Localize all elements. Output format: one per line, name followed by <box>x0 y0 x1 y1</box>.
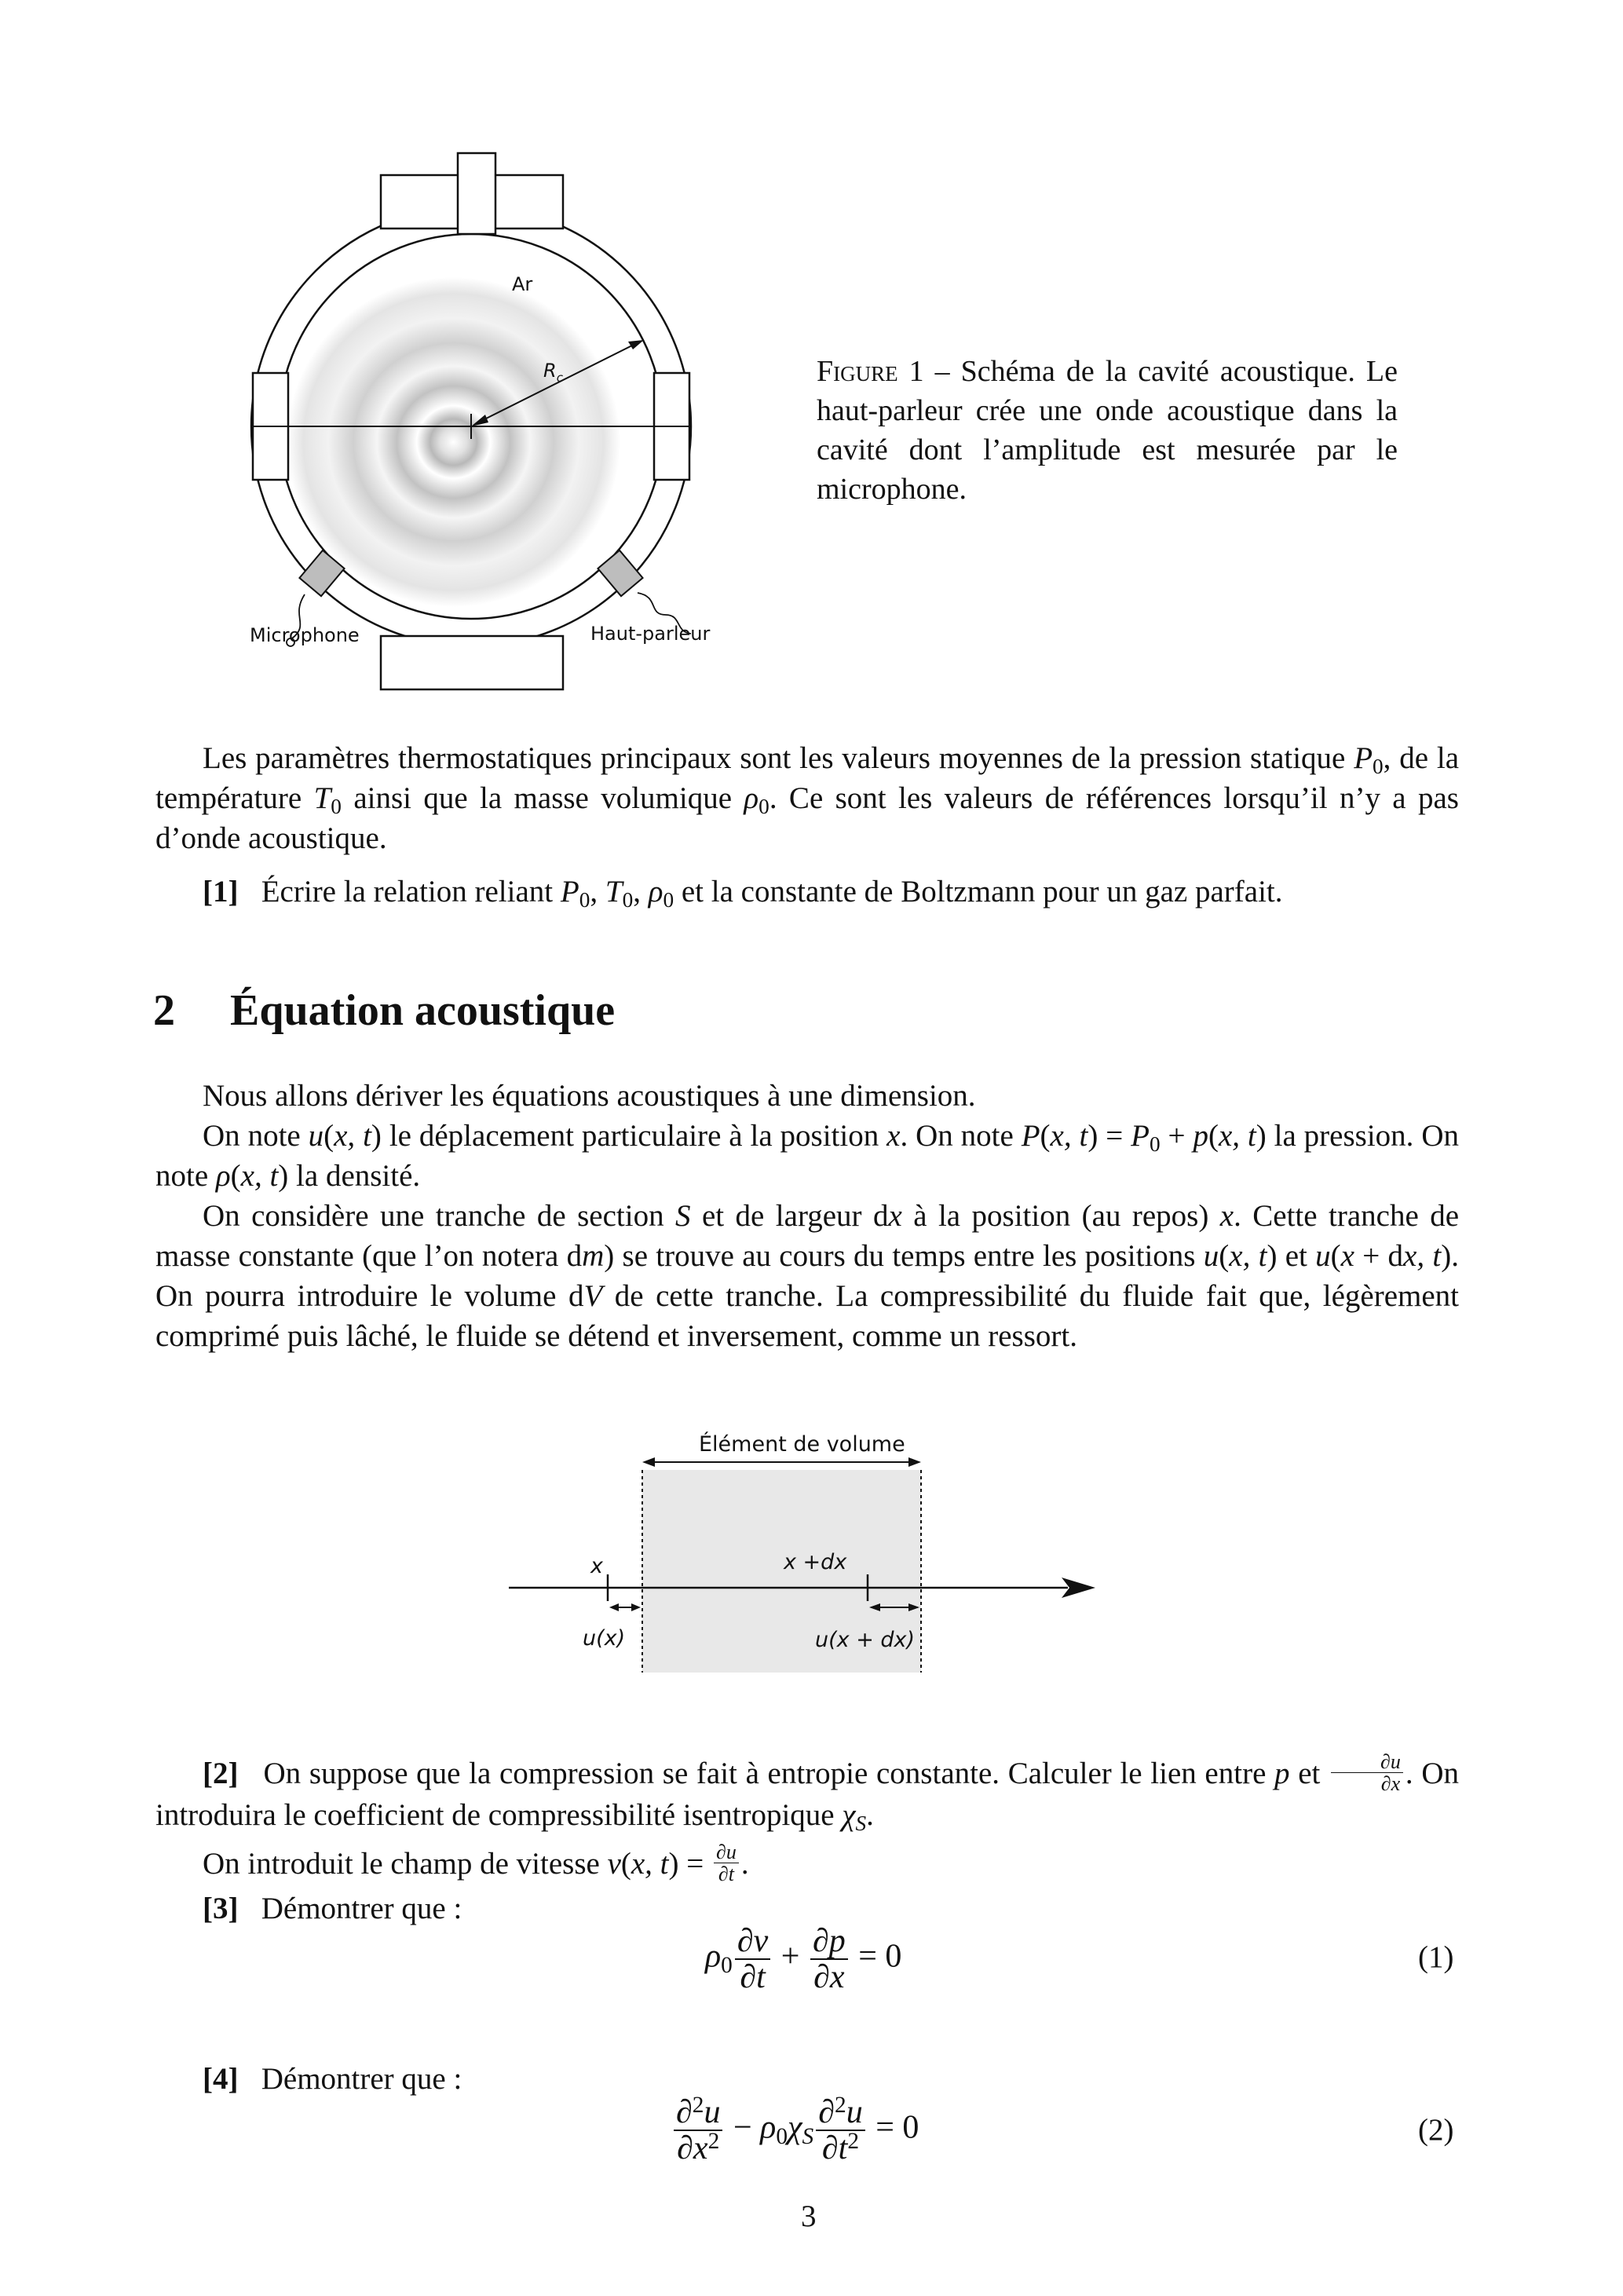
figure1-caption <box>817 352 1398 509</box>
intro-paragraph: Les paramètres thermostatiques principaux sont les valeurs moyennes de la pression statique $P_0$, de la température $T_0$ ainsi que la masse volumique $\rho_0$. Ce sont les valeurs de références lorsqu’il n’y a pas d’onde acoustique. <box>155 741 1460 855</box>
bottom-flange <box>381 636 563 689</box>
caption-text: – Schéma de la cavité acoustique. Le haut-parleur crée une onde acoustique dans la cavité dont l’amplitude est mesurée par le microphone. <box>817 355 1398 506</box>
acoustic-wave-pattern <box>287 277 620 607</box>
label-speaker: Haut-parleur <box>590 623 711 645</box>
question-2-number: [2] <box>203 1757 239 1791</box>
paragraph-1: Nous allons dériver les équations acoustiques à une dimension. <box>203 1079 976 1113</box>
section-number: 2 <box>153 986 175 1035</box>
question-4: [4] Démontrer que : <box>203 2062 462 2096</box>
equation-2-number: (2) <box>1418 2113 1454 2147</box>
top-inlet-tube <box>458 153 495 234</box>
label-x: x <box>590 1554 603 1578</box>
paragraph-2: On note u(x, t) le déplacement particulaire à la position x. On note P(x, $t) = P_0 + p(x$, t) la pression. On note ρ(x, t) la densité. <box>155 1119 1459 1193</box>
question-1-number: [1] <box>203 875 239 909</box>
section-title: Équation acoustique <box>230 986 616 1035</box>
label-microphone: Microphone <box>250 624 360 646</box>
question-3-number: [3] <box>203 1892 239 1925</box>
question-3: [3] Démontrer que : <box>203 1892 462 1925</box>
label-u-x: u(x) <box>583 1626 626 1651</box>
cavity-figure <box>236 145 738 695</box>
equation-1-number: (1) <box>1418 1940 1454 1974</box>
question-2: [2] On suppose que la compression se fait à entropie constante. Calculer le lien entre p et $\frac{\partial u}{\partial x}$ . On introduira le coefficient de compressibilité isentropique $\chi_S$. <box>155 1750 1459 1835</box>
question-4-number: [4] <box>203 2062 239 2096</box>
velocity-definition: On introduit le champ de vitesse v(x, t) = $\frac{\partial u}{\partial t}$ . <box>203 1841 749 1886</box>
caption-label: Figure 1 <box>817 355 924 388</box>
label-u-x-dx: u(x + dx) <box>815 1628 916 1652</box>
equation-2: $\frac{\partial^2u}{\partial x^2}$ − $\rho_0\chi_S$ $\frac{\partial^2u}{\partial t^2}$ = 0 <box>671 2095 919 2166</box>
section-paragraphs <box>155 1076 1459 1356</box>
paragraph-3: On considère une tranche de section S et de largeur dx à la position (au repos) x. Cette tranche de masse constante (que l’on notera dm) se trouve au cours du temps entre les positions u(x, t) et u(x + dx, t). On pourra introduire le volume dV de cette tranche. La compressibilité du fluide fait que, légèrement comprimé puis lâché, le fluide se détend et inversement, comme un ressort. <box>155 1199 1460 1353</box>
equation-1: $\rho_0$ $\frac{\partial v}{\partial t}$ + $\frac{\partial p}{\partial x}$ = 0 <box>705 1923 902 1996</box>
page-number: 3 <box>801 2199 817 2233</box>
volume-element-title: Élément de volume <box>699 1432 905 1457</box>
label-x-dx: x +dx <box>784 1550 847 1574</box>
question-1: [1] Écrire la relation reliant $P_0$, $T_0$, $\rho_0$ et la constante de Boltzmann pour un gaz parfait. <box>203 875 1283 912</box>
section-heading <box>153 985 615 1036</box>
label-radius: $R_c$ <box>543 360 563 385</box>
volume-element-figure <box>503 1421 1107 1680</box>
label-argon: Ar <box>512 273 533 295</box>
